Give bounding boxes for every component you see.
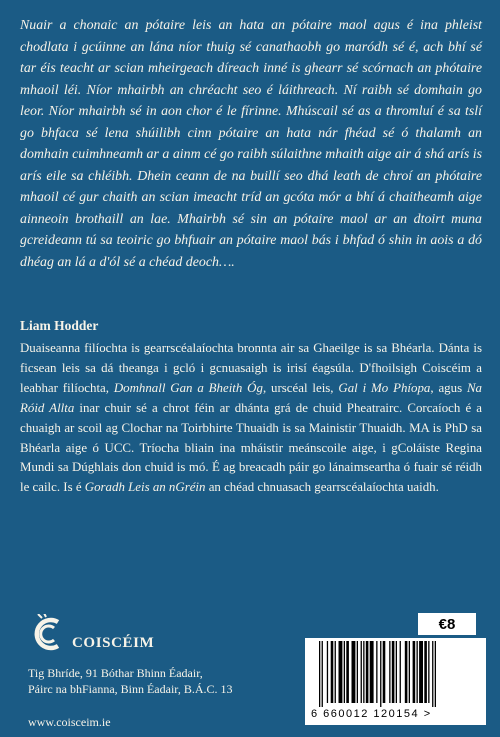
bio-text-5: an chéad chnuasach gearrscéalaíochta uaidh.	[205, 480, 439, 495]
bio-title-3: Na Róid Allta	[20, 380, 482, 415]
barcode-bar	[376, 641, 377, 703]
bio-text-3: , agus	[430, 380, 467, 395]
barcode-bar	[400, 641, 401, 703]
barcode-bar	[413, 641, 416, 703]
barcode-bar	[424, 641, 427, 703]
blurb-text: Nuair a chonaic an pótaire leis an hata an pótaire maol agus é ina phleist chodlata i gcúinne an lána níor thuig sé canathaobh go maródh sé é, ach bhí sé tar éis teacht ar scian mheirgeach díreach inné is ghearr sé scórnach an phótaire mhaoil léi. Níor mhairbh an chréacht seo é láithreach. Ní raibh sé domhain go leor. Níor mhairbh sé in aon chor é le fírinne. Mhúscail sé as a thromluí é sa tslí go bhfaca sé lena shúilibh cinn pótaire an hata nár fhéad sé ó thalamh an domhain cuimhneamh ar a ainm cé go raibh súlaithne mhaith aige air á shá arís is arís eile sa chléibh. Dhein ceann de na buillí seo dhá leath de chroí an phótaire mhaoil cé gur chaith an scian imeacht tríd an gcóta mór a bhí á chaitheamh aige ainneoin brothaill an lae. Mhairbh sé sin an pótaire maol ar an dtoirt muna gcreideann tú sa teoiric go bhfuair an pótaire maol bás i bhfad ó shin in aois a dó dhéag an lá a d'ól sé a chéad deoch….	[20, 18, 482, 271]
barcode-bar	[409, 641, 410, 703]
publisher-address	[28, 666, 233, 697]
barcode-bar	[331, 641, 334, 703]
barcode-bar	[327, 641, 328, 703]
barcode-bar	[419, 641, 423, 703]
publisher-website: www.coisceim.ie	[28, 715, 111, 729]
barcode-bar	[389, 641, 390, 703]
barcode-bar	[417, 641, 418, 703]
bio-text-2: , urscéal leis,	[262, 380, 339, 395]
barcode-bar	[339, 641, 343, 703]
barcode-bar	[405, 641, 408, 703]
bio-title-4: Goradh Leis an nGréin	[84, 480, 206, 495]
barcode-digits: 6 660012 120154 >	[311, 708, 432, 720]
address-line-1: Tig Bhríde, 91 Bóthar Bhinn Éadair,	[28, 666, 203, 680]
barcode-bar	[432, 641, 433, 707]
publisher-logo	[28, 612, 248, 662]
barcode-bar	[363, 641, 364, 703]
author-bio	[20, 339, 482, 498]
bio-text-1: Duaiseanna filíochta is gearrscéalaíochta bronnta air sa Ghaeilge is sa Bhéarla. Dánta is ficsean leis sa dá theanga i gcló i gcnuasaigh is irisí éagsúla. D'fhoilsigh Coiscéim a leabhar filíochta,	[20, 341, 482, 395]
barcode-bar	[435, 641, 436, 707]
barcode-bar	[352, 641, 356, 703]
bio-title-2: Gal i Mo Phíopa	[338, 380, 431, 395]
barcode-bar	[319, 641, 320, 707]
barcode	[305, 638, 486, 725]
bio-title-1: Domhnall Gan a Bheith Óg	[113, 380, 263, 395]
bio-text-4: inar chuir sé a chrot féin ar dhánta grá de chuid Pheatrairc. Corcaíoch é a chuaigh ar scoil ag Clochar na Toirbhirte Thuaidh is sa Mainistir Thuaidh. MA is PhD sa Bhéarla aige ó UCC. Tríocha bliain ina mháistir meánscoile aige, i gColáiste Regina Mundi sa Dúghlais don chuid is mó. É ag breacadh páir go lánaimseartha ó fuair sé réidh le cailc. Is é	[20, 400, 482, 495]
barcode-bar	[396, 641, 397, 703]
coisceim-logo-icon	[28, 614, 68, 654]
barcode-bar	[346, 641, 349, 703]
barcode-bar	[335, 641, 336, 703]
barcode-bar	[361, 641, 362, 703]
barcode-bars	[319, 641, 474, 707]
barcode-bar	[366, 641, 369, 703]
author-name: Liam Hodder	[20, 318, 99, 333]
barcode-bar	[380, 641, 381, 707]
barcode-bar	[428, 641, 429, 703]
barcode-bar	[357, 641, 358, 703]
address-line-2: Páirc na bhFianna, Binn Éadair, B.Á.C. 13	[28, 681, 233, 696]
barcode-bar	[322, 641, 323, 707]
barcode-bar	[392, 641, 395, 703]
price-label: €8	[418, 613, 476, 635]
barcode-bar	[383, 641, 386, 703]
publisher-name: COISCÉIM	[72, 635, 155, 651]
barcode-bar	[370, 641, 374, 703]
barcode-bar	[344, 641, 345, 703]
